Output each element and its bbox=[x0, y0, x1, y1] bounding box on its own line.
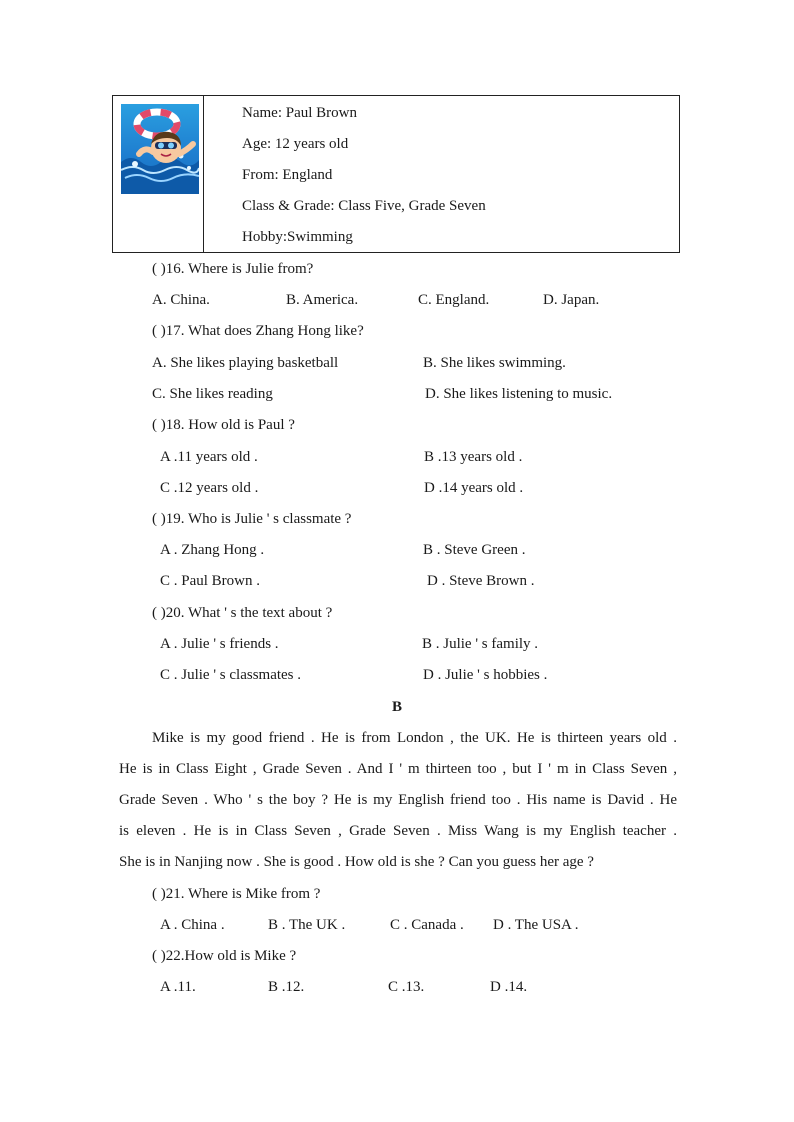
q19-option-c: C . Paul Brown . bbox=[160, 573, 261, 589]
q16-option-d: D. Japan. bbox=[543, 292, 600, 308]
q22-option-d: D .14. bbox=[490, 979, 528, 995]
passage-line: He is in Class Eight , Grade Seven . And I ' m thirteen too , but I ' m in Class Seven , bbox=[119, 761, 677, 777]
q22-option-b: B .12. bbox=[268, 979, 305, 995]
q16-option-b: B. America. bbox=[286, 292, 359, 308]
profile-name: Name: Paul Brown bbox=[242, 105, 357, 121]
question-18: ( )18. How old is Paul ? bbox=[152, 417, 295, 433]
q21-option-d: D . The USA . bbox=[493, 917, 579, 933]
question-16: ( )16. Where is Julie from? bbox=[152, 261, 314, 277]
swimmer-picture bbox=[121, 104, 199, 194]
q20-option-d: D . Julie ' s hobbies . bbox=[423, 667, 548, 683]
passage-line: She is in Nanjing now . She is good . How old is she ? Can you guess her age ? bbox=[119, 854, 594, 870]
q19-option-a: A . Zhang Hong . bbox=[160, 542, 265, 558]
question-19: ( )19. Who is Julie ' s classmate ? bbox=[152, 511, 352, 527]
q20-option-c: C . Julie ' s classmates . bbox=[160, 667, 302, 683]
q18-option-d: D .14 years old . bbox=[424, 480, 524, 496]
profile-from: From: England bbox=[242, 167, 333, 183]
q18-option-a: A .11 years old . bbox=[160, 449, 258, 465]
question-17: ( )17. What does Zhang Hong like? bbox=[152, 323, 364, 339]
passage-line: Grade Seven . Who ' s the boy ? He is my English friend too . His name is David . He bbox=[119, 792, 677, 808]
q17-option-d: D. She likes listening to music. bbox=[425, 386, 613, 402]
passage-line: Mike is my good friend . He is from London , the UK. He is thirteen years old . bbox=[152, 730, 677, 746]
swimmer-illustration-icon bbox=[121, 104, 199, 194]
profile-hobby: Hobby:Swimming bbox=[242, 229, 353, 245]
q16-option-a: A. China. bbox=[152, 292, 210, 308]
profile-divider bbox=[203, 96, 204, 252]
q18-option-b: B .13 years old . bbox=[424, 449, 523, 465]
q18-option-c: C .12 years old . bbox=[160, 480, 259, 496]
q17-option-a: A. She likes playing basketball bbox=[152, 355, 339, 371]
q22-option-a: A .11. bbox=[160, 979, 196, 995]
q16-option-c: C. England. bbox=[418, 292, 490, 308]
section-b-heading: B bbox=[391, 699, 402, 715]
question-20: ( )20. What ' s the text about ? bbox=[152, 605, 333, 621]
q21-option-b: B . The UK . bbox=[268, 917, 346, 933]
q22-option-c: C .13. bbox=[388, 979, 425, 995]
question-22: ( )22.How old is Mike ? bbox=[152, 948, 297, 964]
question-21: ( )21. Where is Mike from ? bbox=[152, 886, 321, 902]
q21-option-a: A . China . bbox=[160, 917, 225, 933]
q17-option-b: B. She likes swimming. bbox=[423, 355, 566, 371]
q20-option-a: A . Julie ' s friends . bbox=[160, 636, 279, 652]
profile-class-grade: Class & Grade: Class Five, Grade Seven bbox=[242, 198, 486, 214]
q20-option-b: B . Julie ' s family . bbox=[422, 636, 539, 652]
q19-option-d: D . Steve Brown . bbox=[427, 573, 535, 589]
q19-option-b: B . Steve Green . bbox=[423, 542, 526, 558]
reading-passage bbox=[119, 723, 677, 878]
profile-age: Age: 12 years old bbox=[242, 136, 349, 152]
q17-option-c: C. She likes reading bbox=[152, 386, 273, 402]
profile-card bbox=[112, 95, 680, 253]
q21-option-c: C . Canada . bbox=[390, 917, 464, 933]
passage-line: is eleven . He is in Class Seven , Grade Seven . Miss Wang is my English teacher . bbox=[119, 823, 677, 839]
